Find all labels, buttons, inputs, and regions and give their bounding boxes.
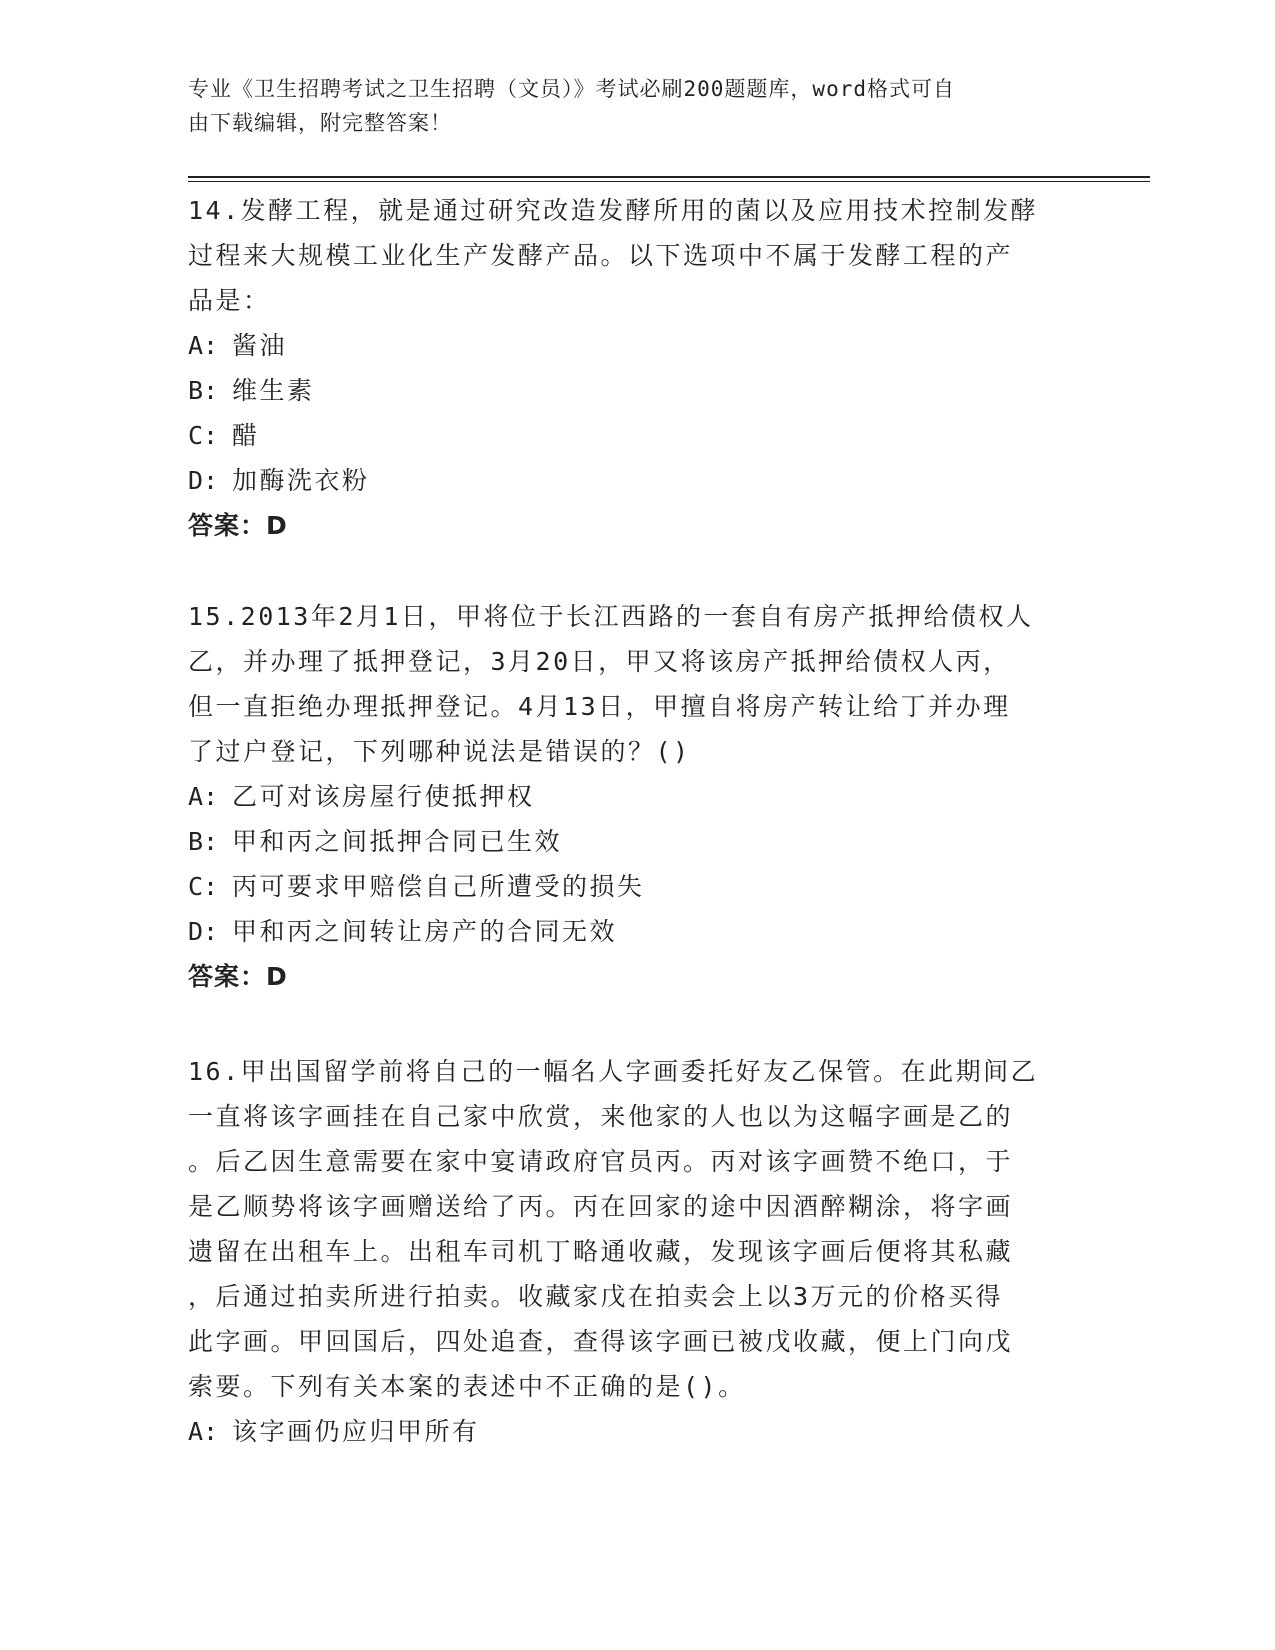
stem-line: 过程来大规模工业化生产发酵产品。以下选项中不属于发酵工程的产: [188, 241, 1014, 270]
question-14: [188, 188, 1088, 548]
option-text: 维生素: [232, 376, 315, 405]
question-15: [188, 594, 1088, 999]
option-text: 醋: [232, 421, 260, 450]
question-16: [188, 1049, 1088, 1454]
stem-line: 一直将该字画挂在自己家中欣赏，来他家的人也以为这幅字画是乙的: [188, 1102, 1014, 1131]
option-letter: D:: [188, 917, 219, 946]
option-letter: C:: [188, 421, 219, 450]
header-line-2: 由下载编辑，附完整答案！: [188, 111, 452, 135]
option-a: [188, 774, 1088, 819]
option-text: 甲和丙之间转让房产的合同无效: [232, 917, 618, 946]
header-divider-thin: [188, 181, 1150, 182]
option-d: [188, 909, 1088, 954]
option-c: [188, 864, 1088, 909]
answer-label: 答案：D: [188, 511, 288, 540]
stem-line: 。后乙因生意需要在家中宴请政府官员丙。丙对该字画赞不绝口，于: [188, 1147, 1014, 1176]
question-stem: [188, 594, 1088, 774]
option-text: 该字画仍应归甲所有: [232, 1417, 480, 1446]
question-stem: [188, 188, 1088, 323]
option-letter: A:: [188, 1417, 219, 1446]
stem-line: 了过户登记，下列哪种说法是错误的？(): [188, 737, 691, 766]
answer-label: 答案：D: [188, 962, 288, 991]
question-stem: [188, 1049, 1088, 1409]
option-letter: D:: [188, 466, 219, 495]
option-b: [188, 819, 1088, 864]
option-c: [188, 413, 1088, 458]
option-letter: B:: [188, 376, 219, 405]
option-text: 丙可要求甲赔偿自己所遭受的损失: [232, 872, 645, 901]
option-d: [188, 458, 1088, 503]
stem-line: 品是：: [188, 286, 271, 315]
stem-line: 是乙顺势将该字画赠送给了丙。丙在回家的途中因酒醉糊涂，将字画: [188, 1192, 1014, 1221]
option-a: [188, 323, 1088, 368]
stem-line: 15.2013年2月1日，甲将位于长江西路的一套自有房产抵押给债权人: [188, 602, 1034, 631]
option-text: 甲和丙之间抵押合同已生效: [232, 827, 563, 856]
stem-line: 此字画。甲回国后，四处追查，查得该字画已被戊收藏，便上门向戊: [188, 1327, 1014, 1356]
document-header: [188, 72, 1088, 140]
stem-line: 14.发酵工程，就是通过研究改造发酵所用的菌以及应用技术控制发酵: [188, 196, 1039, 225]
header-line-1: 专业《卫生招聘考试之卫生招聘（文员）》考试必刷200题题库，word格式可自: [188, 77, 955, 101]
stem-line: 遗留在出租车上。出租车司机丁略通收藏，发现该字画后便将其私藏: [188, 1237, 1014, 1266]
option-letter: C:: [188, 872, 219, 901]
option-letter: A:: [188, 782, 219, 811]
option-letter: A:: [188, 331, 219, 360]
stem-line: 但一直拒绝办理抵押登记。4月13日，甲擅自将房产转让给丁并办理: [188, 692, 1011, 721]
stem-line: 16.甲出国留学前将自己的一幅名人字画委托好友乙保管。在此期间乙: [188, 1057, 1039, 1086]
option-text: 酱油: [232, 331, 288, 360]
header-divider-thick: [188, 176, 1150, 178]
option-a: [188, 1409, 1088, 1454]
stem-line: 索要。下列有关本案的表述中不正确的是()。: [188, 1372, 746, 1401]
option-text: 乙可对该房屋行使抵押权: [232, 782, 535, 811]
stem-line: ，后通过拍卖所进行拍卖。收藏家戊在拍卖会上以3万元的价格买得: [188, 1282, 1004, 1311]
option-letter: B:: [188, 827, 219, 856]
option-text: 加酶洗衣粉: [232, 466, 370, 495]
stem-line: 乙，并办理了抵押登记，3月20日，甲又将该房产抵押给债权人丙，: [188, 647, 1011, 676]
option-b: [188, 368, 1088, 413]
